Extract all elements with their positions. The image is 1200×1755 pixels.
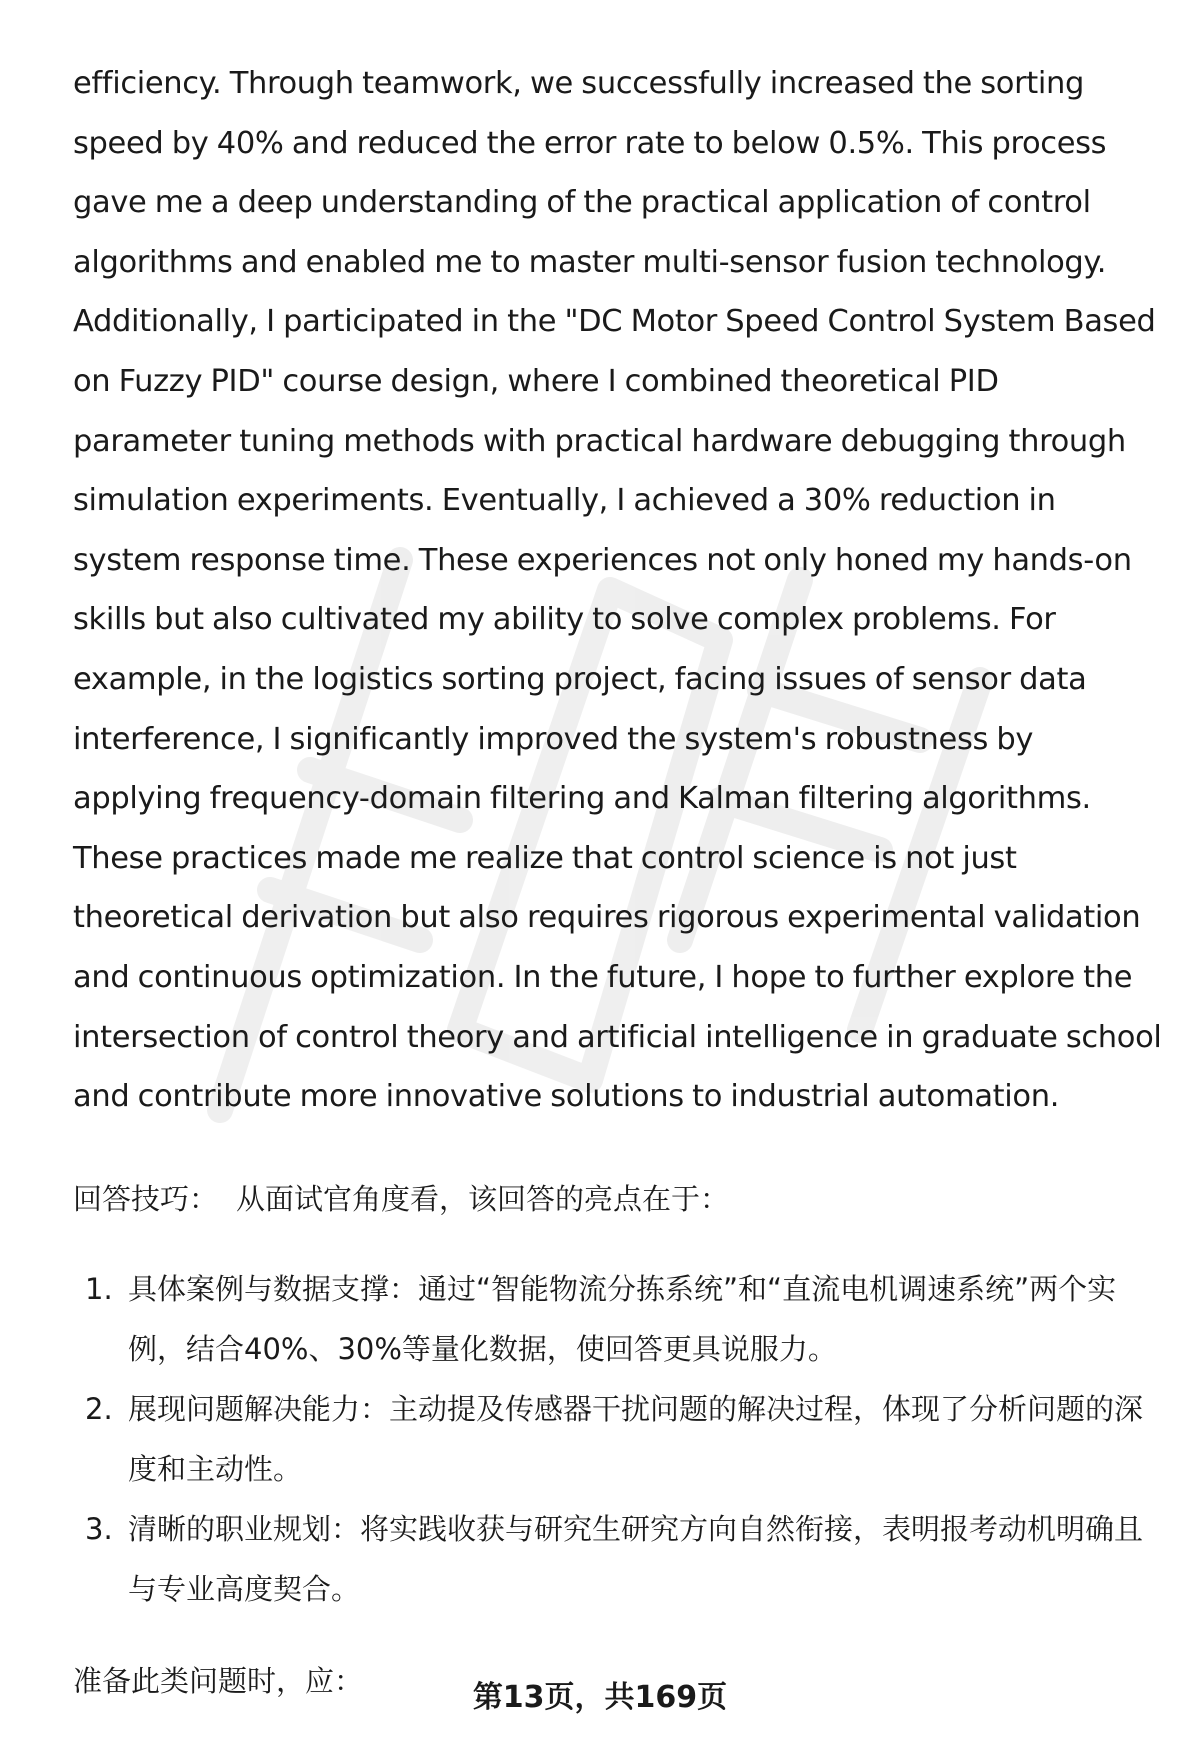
prepare-heading: 准备此类问题时，应： xyxy=(73,1663,364,1698)
tips-label: 回答技巧： xyxy=(73,1181,219,1216)
answer-tips-heading xyxy=(73,1179,1163,1219)
answer-paragraph: efficiency. Through teamwork, we successfully increased the sorting speed by 40% and reduced the error rate to below 0.5%. This process gave me a deep understanding of the practical application of control algorithms and enabled me to master multi-sensor fusion technology. Additionally, I participated in the "DC Motor Speed Control System Based on Fuzzy PID" course design, where I combined theoretical PID parameter tuning methods with practical hardware debugging through simulation experiments. Eventually, I achieved a 30% reduction in system response time. These experiences not only honed my hands-on skills but also cultivated my ability to solve complex problems. For example, in the logistics sorting project, facing issues of sensor data interference, I significantly improved the system's robustness by applying frequency-domain filtering and Kalman filtering algorithms. These practices made me realize that control science is not just theoretical derivation but also requires rigorous experimental validation and continuous optimization. In the future, I hope to further explore the intersection of control theory and artificial intelligence in graduate school and contribute more innovative solutions to industrial automation. xyxy=(73,66,1162,1115)
list-item-number: 3. xyxy=(85,1511,113,1546)
tips-intro: 从面试官角度看，该回答的亮点在于： xyxy=(236,1181,730,1216)
page-indicator: 第13页，共169页 xyxy=(472,1680,728,1715)
list-item xyxy=(73,1259,1163,1379)
list-item-text: 具体案例与数据支撑：通过“智能物流分拣系统”和“直流电机调速系统”两个实例，结合40%、30%等量化数据，使回答更具说服力。 xyxy=(128,1271,1117,1366)
highlights-list xyxy=(73,1259,1163,1619)
list-item-number: 1. xyxy=(85,1271,113,1306)
list-item-text: 展现问题解决能力：主动提及传感器干扰问题的解决过程，体现了分析问题的深度和主动性。 xyxy=(128,1391,1144,1486)
list-item-number: 2. xyxy=(85,1391,113,1426)
list-item-text: 清晰的职业规划：将实践收获与研究生研究方向自然衔接，表明报考动机明确且与专业高度契合。 xyxy=(128,1511,1144,1606)
list-item xyxy=(73,1379,1163,1499)
page-content xyxy=(73,54,1163,1701)
list-item xyxy=(73,1499,1163,1619)
